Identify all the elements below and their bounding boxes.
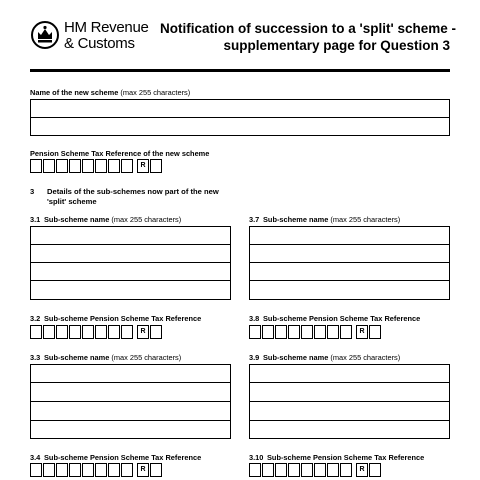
char-box-fixed-r: R [356,325,368,339]
new-scheme-name-hint: (max 255 characters) [120,88,191,97]
sub-item-3-2-label [30,314,201,323]
char-box[interactable] [327,325,339,339]
sub-item-hint: (max 255 characters) [330,353,401,362]
char-box[interactable] [82,463,94,477]
char-box[interactable] [288,325,300,339]
field-line [31,280,230,281]
char-box[interactable] [121,325,133,339]
logo-line-1: HM Revenue [64,19,149,36]
section-3-title-line-2: 'split' scheme [47,197,97,206]
char-box[interactable] [95,325,107,339]
char-box[interactable] [327,463,339,477]
char-box-fixed-r: R [137,463,149,477]
sub-item-label-text: Sub-scheme name [263,215,329,224]
sub-item-number: 3.2 [30,314,41,323]
char-box[interactable] [340,325,352,339]
char-box[interactable] [314,463,326,477]
new-scheme-name-field[interactable] [30,99,450,136]
field-line [250,382,449,383]
royal-crest-icon [30,18,60,52]
char-box[interactable] [288,463,300,477]
char-box[interactable] [43,463,55,477]
sub-item-label-text: Sub-scheme name [44,215,110,224]
new-scheme-pstr-label: Pension Scheme Tax Reference of the new scheme [30,149,210,158]
sub-item-3-1-label [30,215,181,224]
sub-scheme-name-3-1-field[interactable] [30,226,231,300]
char-box[interactable] [43,325,55,339]
char-box[interactable] [69,325,81,339]
section-3-heading [30,187,219,207]
title-line-2: supplementary page for Question 3 [223,38,450,53]
char-box[interactable] [301,463,313,477]
field-line [31,262,230,263]
char-box[interactable] [69,463,81,477]
char-box[interactable] [150,159,162,173]
char-box[interactable] [369,463,381,477]
char-box[interactable] [82,159,94,173]
char-box[interactable] [275,463,287,477]
char-box[interactable] [262,463,274,477]
sub-scheme-name-3-3-field[interactable] [30,364,231,439]
char-box[interactable] [30,159,42,173]
sub-item-3-7-label [249,215,400,224]
field-line [250,280,449,281]
field-line [31,382,230,383]
sub-item-label-text: Sub-scheme Pension Scheme Tax Reference [263,314,421,323]
field-line [250,401,449,402]
new-scheme-name-label-text: Name of the new scheme [30,88,119,97]
sub-item-label-text: Sub-scheme name [44,353,110,362]
char-box[interactable] [121,159,133,173]
field-line [31,401,230,402]
char-box[interactable] [56,159,68,173]
char-box[interactable] [108,325,120,339]
char-box[interactable] [369,325,381,339]
char-box[interactable] [150,463,162,477]
char-box[interactable] [82,325,94,339]
sub-item-hint: (max 255 characters) [111,215,182,224]
sub-item-number: 3.4 [30,453,41,462]
sub-scheme-name-3-9-field[interactable] [249,364,450,439]
sub-item-number: 3.1 [30,215,41,224]
sub-item-hint: (max 255 characters) [330,215,401,224]
title-line-1: Notification of succession to a 'split' scheme - [160,21,456,36]
section-3-title-line-1: Details of the sub-schemes now part of the new [47,187,219,196]
section-3-number: 3 [30,187,35,196]
char-box[interactable] [95,463,107,477]
logo-line-2: & Customs [64,35,135,52]
char-box[interactable] [30,463,42,477]
header-rule [30,69,450,72]
char-box-fixed-r: R [137,325,149,339]
page-title [160,20,456,54]
char-box[interactable] [249,325,261,339]
char-box[interactable] [56,463,68,477]
sub-item-3-9-label [249,353,400,362]
sub-item-hint: (max 255 characters) [111,353,182,362]
char-box[interactable] [262,325,274,339]
char-box-fixed-r: R [137,159,149,173]
char-box[interactable] [108,159,120,173]
char-box[interactable] [43,159,55,173]
char-box[interactable] [314,325,326,339]
sub-item-3-4-label [30,453,201,462]
sub-item-label-text: Sub-scheme Pension Scheme Tax Reference [44,314,202,323]
sub-scheme-pstr-3-8-field[interactable] [249,325,382,339]
hmrc-logo [30,18,150,58]
char-box[interactable] [150,325,162,339]
new-scheme-pstr-field[interactable] [30,159,163,173]
sub-scheme-name-3-7-field[interactable] [249,226,450,300]
char-box[interactable] [121,463,133,477]
sub-item-number: 3.8 [249,314,260,323]
sub-item-3-10-label [249,453,424,462]
char-box[interactable] [108,463,120,477]
char-box[interactable] [30,325,42,339]
field-line [250,262,449,263]
char-box[interactable] [56,325,68,339]
field-line [250,420,449,421]
char-box[interactable] [69,159,81,173]
char-box[interactable] [249,463,261,477]
sub-item-number: 3.7 [249,215,260,224]
sub-item-label-text: Sub-scheme Pension Scheme Tax Reference [44,453,202,462]
sub-item-3-3-label [30,353,181,362]
field-line [31,420,230,421]
sub-scheme-pstr-3-2-field[interactable] [30,325,163,339]
sub-item-number: 3.9 [249,353,260,362]
sub-scheme-pstr-3-10-field[interactable] [249,463,382,477]
char-box[interactable] [301,325,313,339]
field-line [250,244,449,245]
sub-scheme-pstr-3-4-field[interactable] [30,463,163,477]
sub-item-label-text: Sub-scheme Pension Scheme Tax Reference [267,453,425,462]
char-box[interactable] [340,463,352,477]
char-box-fixed-r: R [356,463,368,477]
new-scheme-name-label [30,88,190,97]
field-line [31,244,230,245]
sub-item-3-8-label [249,314,420,323]
char-box[interactable] [275,325,287,339]
sub-item-number: 3.3 [30,353,41,362]
field-line [31,117,449,118]
sub-item-label-text: Sub-scheme name [263,353,329,362]
char-box[interactable] [95,159,107,173]
sub-item-number: 3.10 [249,453,264,462]
